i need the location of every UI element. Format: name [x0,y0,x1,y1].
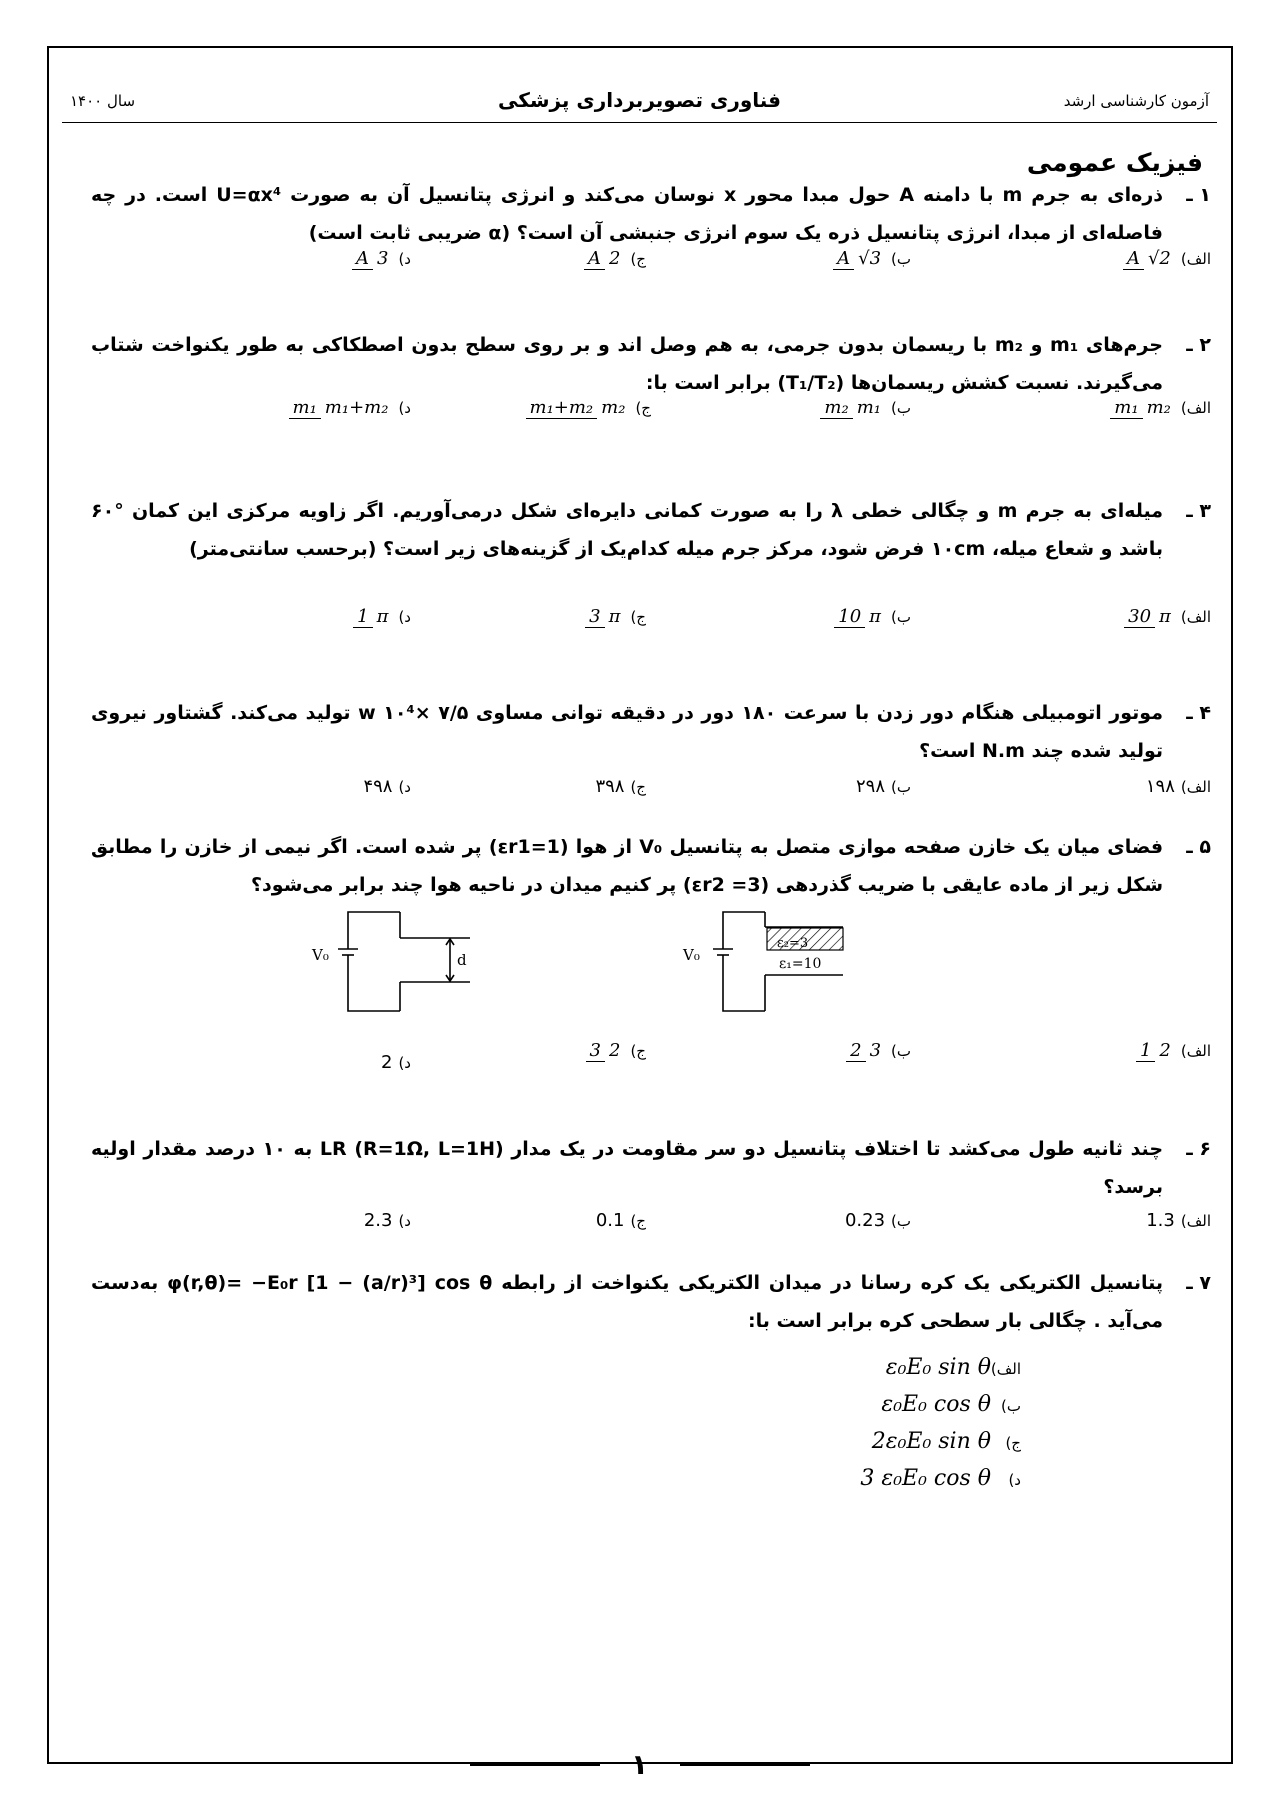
question-text: چند ثانیه طول می‌کشد تا اختلاف پتانسیل دو سر مقاومت در یک مدار LR (R=1Ω, L=1H) به ۱۰ درصد مقدار اولیه برسد؟ [91,1138,1164,1198]
question-number: ۴ ـ [1186,702,1211,724]
question-3 [91,492,1211,568]
page-number: ۱ [630,1748,649,1781]
options-6 [151,1210,1211,1260]
exam-year: سال ۱۴۰۰ [70,92,136,110]
question-text: ذره‌ای به جرم m با دامنه A حول مبدا محور x نوسان می‌کند و انرژی پتانسیل آن به صورت U=αx⁴ است. در چه فاصله‌ای از مبدا، انرژی پتانسیل ذره یک سوم انرژی جنبشی آن است؟ (α ضریبی ثابت است) [91,184,1164,244]
option-a[interactable]: الف)۱۹۸ [1145,776,1211,797]
question-7 [91,1264,1211,1340]
question-number: ۲ ـ [1186,334,1211,356]
option-d[interactable]: د)۴۹۸ [363,776,411,797]
option-b[interactable]: ب)۲۹۸ [856,776,911,797]
question-text: پتانسیل الکتریکی یک کره رسانا در میدان الکتریکی یکنواخت از رابطه φ(r,θ)= −E₀r [1 − (a/r)³] cos θ به‌دست می‌آید . چگالی بار سطحی کره برابر است با: [91,1272,1163,1332]
option-c[interactable]: ج)0.1 [595,1210,646,1231]
question-text: میله‌ای به جرم m و چگالی خطی λ را به صورت کمانی دایره‌ای شکل درمی‌آوریم. اگر زاویه مرکزی این کمان °۶۰ باشد و شعاع میله، ۱۰cm فرض شود، مرکز جرم میله کدام‌یک از گزینه‌های زیر است؟ (برحسب سانتی‌متر) [91,500,1164,560]
question-text: فضای میان یک خازن صفحه موازی متصل به پتانسیل V₀ از هوا (εr1=1) پر شده است. اگر نیمی از خازن را مطابق شکل زیر از ماده عایقی با ضریب گذردهی (εr2 =3) پر کنیم میدان در ناحیه هوا چند برابر می‌شود؟ [91,836,1164,896]
question-2 [91,326,1211,402]
epsilon1-label: ε₁=10 [779,956,822,972]
option-a[interactable]: الف)m₁ m₂ [1110,397,1211,419]
field-title: فناوری تصویربرداری پزشکی [497,88,782,112]
option-a[interactable]: الف)A √2 [1123,248,1211,270]
option-b[interactable]: ب)0.23 [844,1210,911,1231]
option-c[interactable]: ج)۳۹۸ [595,776,646,797]
question-text: جرم‌های m₁ و m₂ با ریسمان بدون جرمی، به هم وصل اند و بر روی سطح بدون اصطکاکی به طور یکنواخت شتاب می‌گیرند. نسبت کشش ریسمان‌ها (T₁/T₂) برابر است با: [91,334,1163,394]
question-1 [91,176,1211,252]
option-c[interactable]: ج)m₁+m₂ m₂ [526,397,652,419]
option-b[interactable]: ب)2 3 [846,1040,911,1062]
source-label: V₀ [312,946,329,964]
option-a[interactable]: الف)ε₀E₀ sin θ [885,1355,1021,1380]
gap-label: d [457,951,467,969]
question-5 [91,828,1211,904]
option-c[interactable]: ج)A 2 [584,248,646,270]
question-text: موتور اتومبیلی هنگام دور زدن با سرعت ۱۸۰ دور در دقیقه توانی مساوی ۷/۵ ×۱۰⁴ w تولید می‌کند. گشتاور نیروی تولید شده چند N.m است؟ [91,702,1163,762]
question-4 [91,694,1211,770]
exam-name: آزمون کارشناسی ارشد [1063,92,1209,110]
options-4 [151,776,1211,826]
option-d[interactable]: د)A 3 [352,248,411,270]
question-number: ۱ ـ [1186,184,1211,206]
option-a[interactable]: الف)1.3 [1146,1210,1211,1231]
capacitor-diagram-air [312,905,480,1025]
option-d[interactable]: د)3 ε₀E₀ cos θ [860,1466,1021,1491]
option-d[interactable]: د)2.3 [363,1210,411,1231]
option-b[interactable]: ب)m₂ m₁ [820,397,911,419]
options-7 [860,1350,1021,1498]
source-label: V₀ [683,946,700,964]
question-number: ۶ ـ [1186,1138,1211,1160]
option-b[interactable]: ب)10 π [834,606,911,628]
option-c[interactable]: ج)2ε₀E₀ sin θ [871,1429,1021,1454]
options-1 [151,248,1211,298]
capacitor-diagram-dielectric [683,905,845,1025]
page-header [62,82,1217,123]
question-number: ۳ ـ [1186,500,1211,522]
option-d[interactable]: د)2 [381,1052,411,1073]
option-a[interactable]: الف)1 2 [1136,1040,1211,1062]
options-3 [151,606,1211,656]
section-title: فیزیک عمومی [1026,148,1203,177]
page-frame [47,46,1233,1764]
option-b[interactable]: ب)A √3 [833,248,911,270]
question-number: ۵ ـ [1186,836,1211,858]
options-5 [151,1040,1211,1090]
question-number: ۷ ـ [1186,1272,1211,1294]
option-b[interactable]: ب)ε₀E₀ cos θ [881,1392,1021,1417]
option-d[interactable]: د)m₁ m₁+m₂ [289,397,412,419]
option-a[interactable]: الف)30 π [1124,606,1211,628]
question-6 [91,1130,1211,1206]
options-2 [151,397,1211,447]
option-d[interactable]: د)1 π [353,606,411,628]
option-c[interactable]: ج)3 2 [586,1040,646,1062]
epsilon2-label: ε₂=3 [777,936,809,951]
option-c[interactable]: ج)3 π [585,606,646,628]
